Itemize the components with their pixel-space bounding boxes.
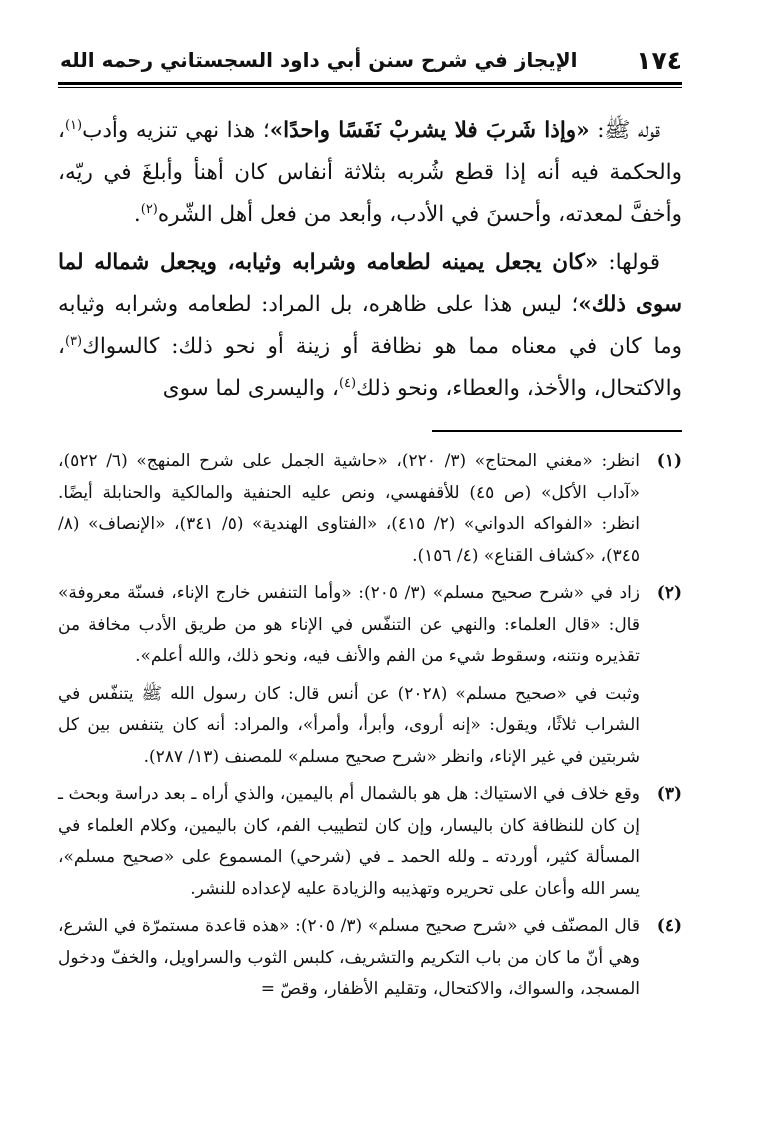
footnote-text: وقع خلاف في الاستياك: هل هو بالشمال أم باليمين، والذي أراه ـ بعد دراسة وبحث ـ إن كان للنظافة كان باليسار، وإن كان لتطييب الفم، كان باليمين، وكلام العلماء في المسألة كثير، أوردته ـ ولله الحمد ـ في (شرحي) المسموع على «صحيح مسلم»، يسر الله وأعان على تحريره وتهذيبه والزيادة عليه لإعداده للنشر. (58, 784, 640, 899)
text-segment: . (133, 202, 141, 227)
paragraph-1 (58, 110, 682, 236)
footnote-number: (٣) (656, 784, 682, 804)
hadith-quote: «كان يجعل يمينه لطعامه وشرابه وثيابه، ويجعل شماله لما سوى ذلك» (58, 250, 682, 317)
main-text (58, 110, 682, 410)
paragraph-2 (58, 242, 682, 410)
footnote-4 (58, 911, 682, 1006)
footnote-1 (58, 446, 682, 572)
footnote-text: وثبت في «صحيح مسلم» (٢٠٢٨) عن أنس قال: كان رسول الله ﷺ يتنفّس في الشراب ثلاثًا، ويقول: «إنه أروى، وأبرأ، وأمرأ»، والمراد: أنه كان يتنفس بين كل شربتين في غير الإناء، وانظر «شرح صحيح مسلم» للمصنف (١٣/ ٢٨٧). (58, 683, 640, 767)
text-segment: ؛ هذا نهي تنزيه وأدب (82, 118, 270, 143)
page-number: ١٧٤ (636, 46, 682, 75)
footnote-3 (58, 779, 682, 905)
text-segment: ؛ ليس هذا على ظاهره، بل المراد: لطعامه وشرابه وثيابه وما كان في معناه مما هو نظافة أو زينة أو نحو ذلك: كالسواك (58, 292, 682, 359)
book-page (58, 38, 682, 1102)
footnotes (58, 446, 682, 1006)
footnote-number: (٤) (656, 916, 682, 936)
text-segment: قولها: (598, 250, 660, 275)
footnote-separator (432, 430, 682, 432)
page-header (58, 38, 682, 82)
footnote-text: زاد في «شرح صحيح مسلم» (٣/ ٢٠٥): «وأما التنفس خارج الإناء، فسنّة معروفة» قال: «قال العلماء: والنهي عن التنفّس في الإناء هو من طريق الأدب مخافة من تقذيره ونتنه، وسقوط شيء من الفم والأنف فيه، ونحو ذلك، والله أعلم». (58, 583, 640, 666)
footnote-text: انظر: «مغني المحتاج» (٣/ ٢٢٠)، «حاشية الجمل على شرح المنهج» (٦/ ٥٢٢)، «آداب الأكل» (ص ٤٥) للأقفهسي، ونص عليه الحنفية والمالكية والحنابلة أيضًا. انظر: «الفواكه الدواني» (٢/ ٤١٥)، «الفتاوى الهندية» (٥/ ٣٤١)، «الإنصاف» (٨/ ٣٤٥)، «كشاف القناع» (٤/ ١٥٦). (58, 451, 641, 566)
footnote-text: قال المصنّف في «شرح صحيح مسلم» (٣/ ٢٠٥): «هذه قاعدة مستمرّة في الشرع، وهي أنّ ما كان من باب التكريم والتشريف، كلبس الثوب والسراويل، والخفّ ودخول المسجد، والسواك، والاكتحال، وتقليم الأظفار، وقصّ = (58, 916, 640, 999)
footnote-ref-1[interactable]: (١) (64, 117, 83, 133)
hadith-quote: «وإذا شَربَ فلا يشربْ نَفَسًا واحدًا» (269, 118, 590, 143)
footnote-ref-4[interactable]: (٤) (338, 375, 357, 391)
header-rule (58, 82, 682, 85)
footnote-2 (58, 578, 682, 773)
text-segment: ، والحكمة فيه أنه إذا قطع شُربه بثلاثة أنفاس كان أهنأ وأبلغَ في ريّه، وأخفَّ لمعدته، وأحسنَ في الأدب، وأبعد من فعل أهل الشّره (58, 118, 682, 227)
footnote-ref-2[interactable]: (٢) (140, 201, 158, 217)
text-segment: ، واليسرى لما سوى (162, 376, 339, 401)
text-segment: قوله ﷺ: (589, 118, 660, 143)
footnote-number: (١) (656, 451, 682, 471)
footnote-number: (٢) (656, 583, 682, 603)
running-title: الإيجاز في شرح سنن أبي داود السجستاني رحمه الله (60, 48, 578, 72)
footnote-ref-3[interactable]: (٣) (64, 333, 83, 349)
text-segment: ، والاكتحال، والأخذ، والعطاء، ونحو ذلك (58, 334, 682, 401)
